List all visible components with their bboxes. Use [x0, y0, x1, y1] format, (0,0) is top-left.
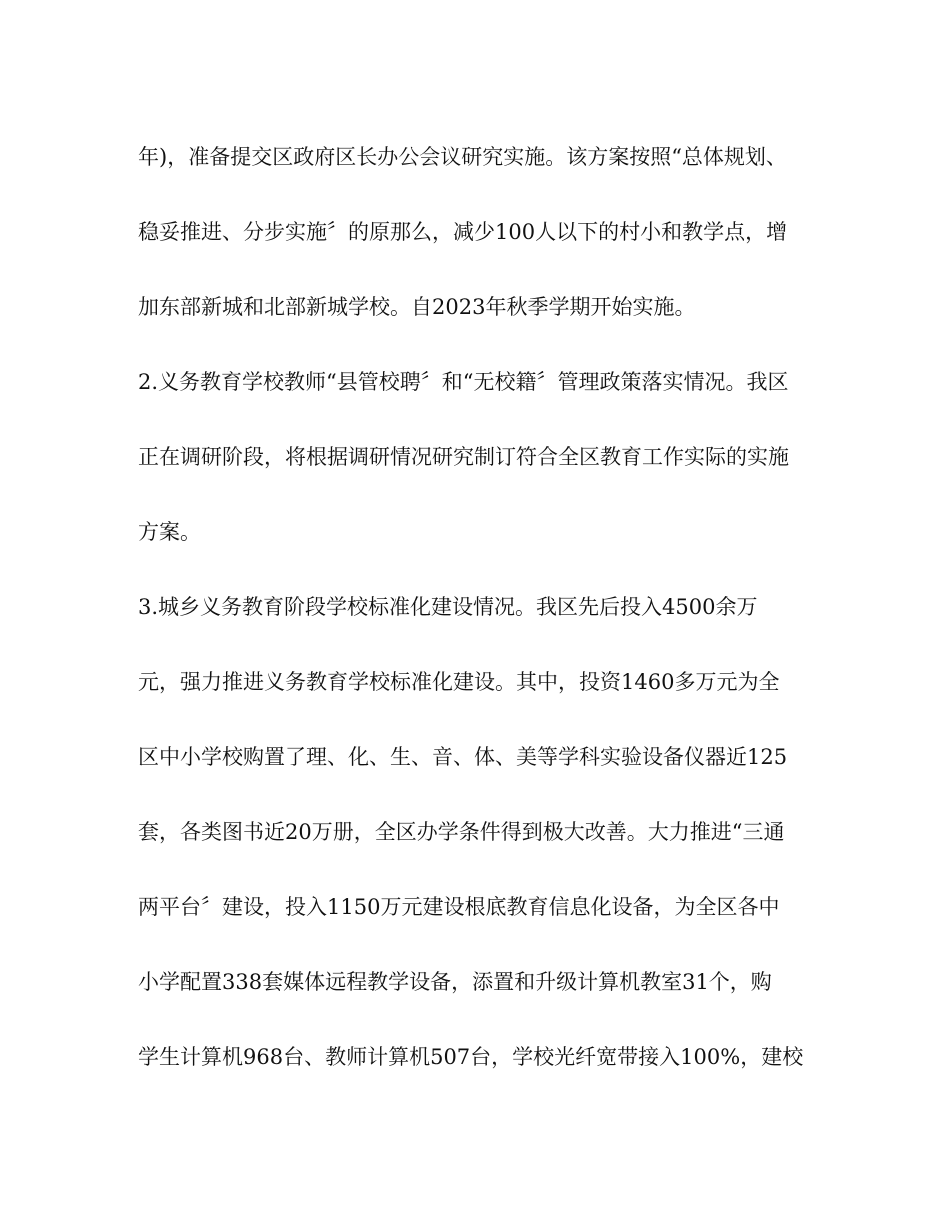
text-line: 元，强力推进义务教育学校标准化建设。其中，投资1460多万元为全	[138, 670, 780, 694]
text-line: 方案。	[138, 520, 201, 544]
text-line: 2.义务教育学校教师“县管校聘〞和“无校籍〞管理政策落实情况。我区	[138, 370, 789, 394]
text-line: 稳妥推进、分步实施〞的原那么，减少100人以下的村小和教学点，增	[138, 220, 788, 244]
text-line: 小学配置338套媒体远程教学设备，添置和升级计算机教室31个，购	[138, 970, 772, 994]
text-line: 两平台〞建设，投入1150万元建设根底教育信息化设备，为全区各中	[138, 895, 780, 919]
text-line: 区中小学校购置了理、化、生、音、体、美等学科实验设备仪器近125	[138, 745, 788, 769]
text-line: 正在调研阶段，将根据调研情况研究制订符合全区教育工作实际的实施	[138, 445, 789, 469]
text-line: 套，各类图书近20万册，全区办学条件得到极大改善。大力推进“三通	[138, 820, 785, 844]
text-line: 年)，准备提交区政府区长办公会议研究实施。该方案按照“总体规划、	[138, 145, 787, 169]
text-line: 学生计算机968台、教师计算机507台，学校光纤宽带接入100%，建校	[138, 1045, 804, 1069]
text-line: 3.城乡义务教育阶段学校标准化建设情况。我区先后投入4500余万	[138, 595, 758, 619]
text-line: 加东部新城和北部新城学校。自2023年秋季学期开始实施。	[138, 295, 696, 319]
